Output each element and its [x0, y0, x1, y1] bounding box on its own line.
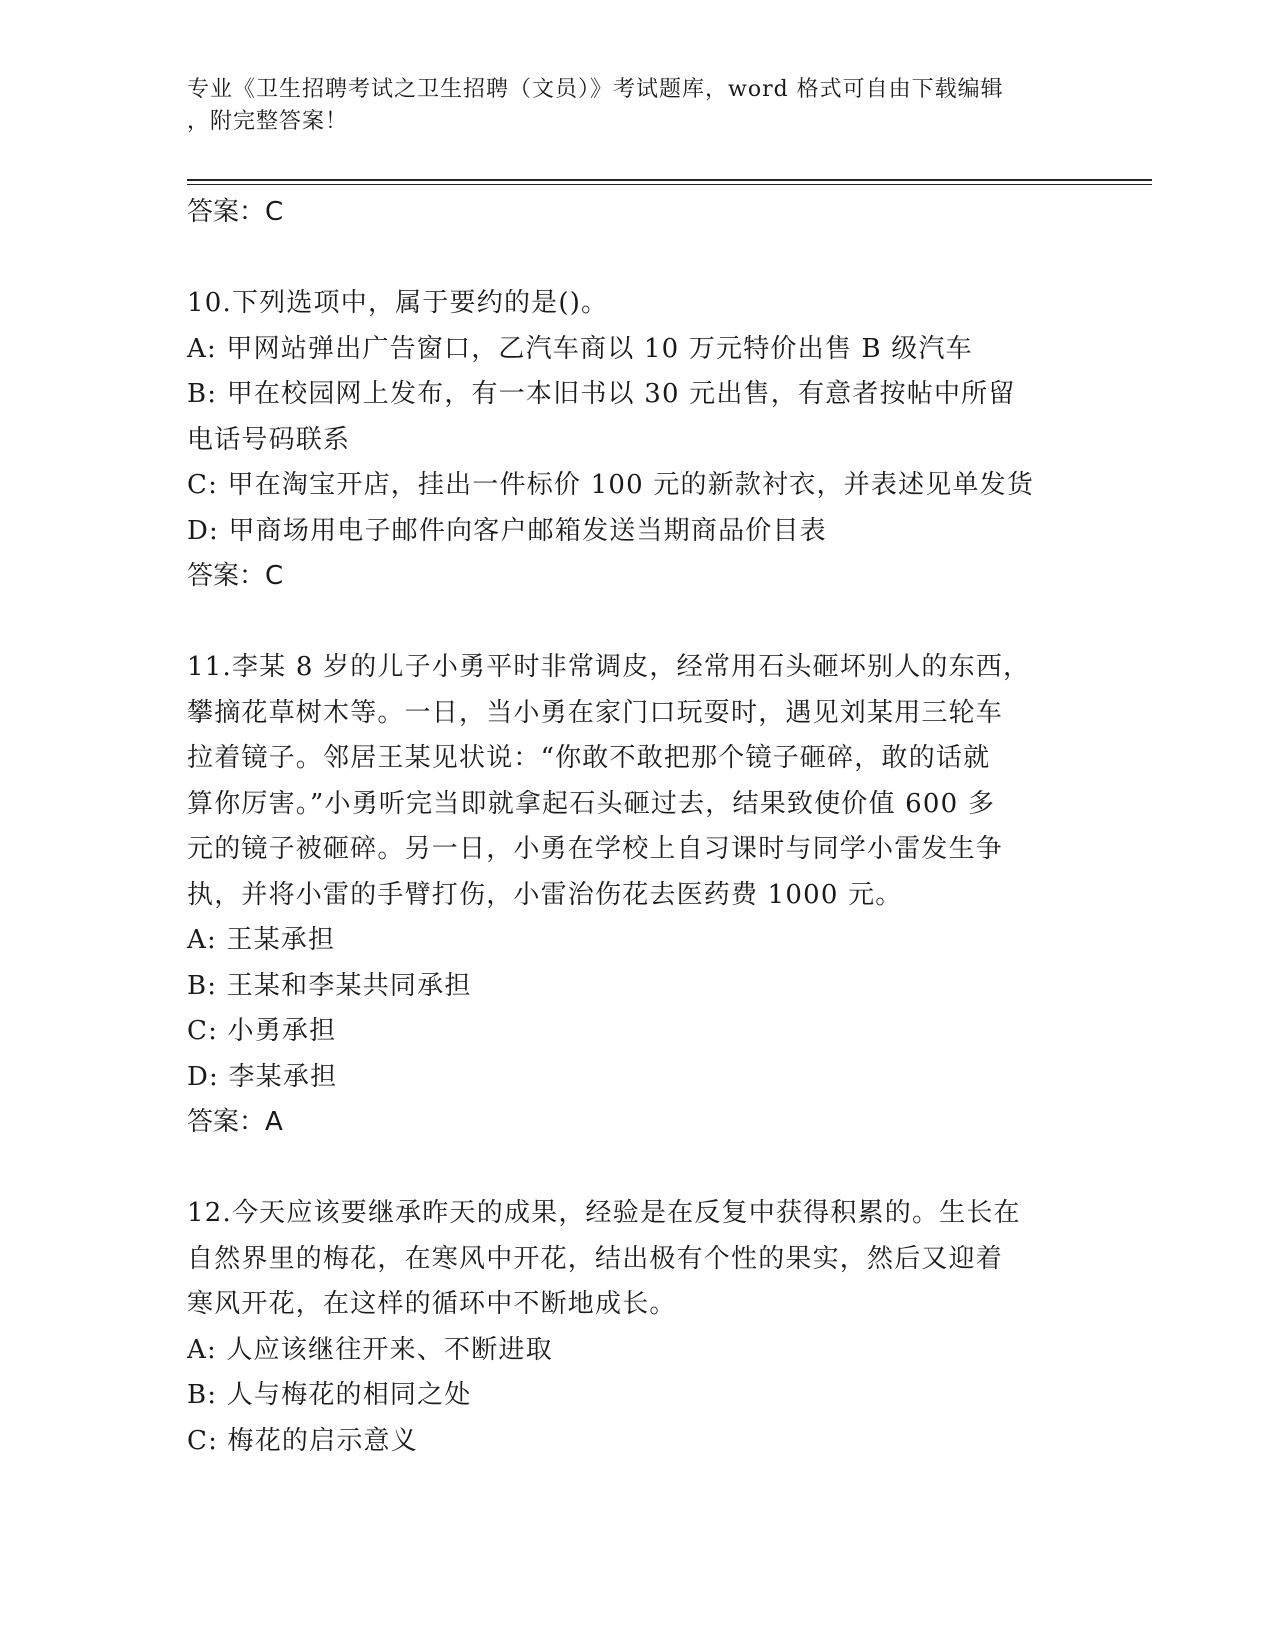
content	[187, 190, 1087, 1464]
option-c: C: 小勇承担	[187, 1016, 337, 1046]
question-stem: 10.下列选项中，属于要约的是()。	[187, 288, 609, 318]
option-a: A: 甲网站弹出广告窗口，乙汽车商以 10 万元特价出售 B 级汽车	[187, 333, 973, 364]
question-stem: 11.李某 8 岁的儿子小勇平时非常调皮，经常用石头砸坏别人的东西，	[187, 652, 1031, 682]
question-stem: 寒风开花，在这样的循环中不断地成长。	[187, 1289, 677, 1319]
question-stem: 执，并将小雷的手臂打伤，小雷治伤花去医药费 1000 元。	[187, 879, 903, 910]
header-rule-thin	[187, 184, 1152, 185]
question-12	[187, 1191, 1087, 1464]
question-stem: 12.今天应该要继承昨天的成果，经验是在反复中获得积累的。生长在	[187, 1198, 1021, 1228]
option-b: B: 王某和李某共同承担	[187, 970, 472, 1001]
question-10	[187, 281, 1087, 600]
answer: 答案：A	[187, 1107, 283, 1137]
spacer	[187, 1146, 1087, 1192]
option-a: A: 王某承担	[187, 925, 336, 955]
spacer	[187, 236, 1087, 282]
option-c: C: 甲在淘宝开店，挂出一件标价 100 元的新款衬衣，并表述见单发货	[187, 470, 1035, 500]
header-rule-thick	[187, 179, 1152, 181]
question-stem: 自然界里的梅花，在寒风中开花，结出极有个性的果实，然后又迎着	[187, 1243, 1004, 1274]
option-b: B: 人与梅花的相同之处	[187, 1380, 472, 1410]
question-stem: 拉着镜子。邻居王某见状说：“你敢不敢把那个镜子砸碎，敢的话就	[187, 743, 991, 773]
previous-answer: 答案：C	[187, 197, 284, 227]
header-line-2: ，附完整答案！	[187, 109, 349, 134]
option-b: B: 甲在校园网上发布，有一本旧书以 30 元出售，有意者按帖中所留	[187, 379, 1016, 409]
question-stem: 攀摘花草树木等。一日，当小勇在家门口玩耍时，遇见刘某用三轮车	[187, 697, 1004, 728]
question-stem: 算你厉害。”小勇听完当即就拿起石头砸过去，结果致使价值 600 多	[187, 788, 996, 819]
question-11	[187, 645, 1087, 1146]
option-d: D: 甲商场用电子邮件向客户邮箱发送当期商品价目表	[187, 515, 827, 546]
option-c: C: 梅花的启示意义	[187, 1425, 418, 1456]
answer: 答案：C	[187, 561, 284, 591]
option-a: A: 人应该继往开来、不断进取	[187, 1334, 553, 1365]
header-note	[187, 74, 1067, 138]
option-b-continued: 电话号码联系	[187, 424, 351, 455]
header-line-1: 专业《卫生招聘考试之卫生招聘（文员）》考试题库，word 格式可自由下载编辑	[187, 77, 1004, 102]
question-stem: 元的镜子被砸碎。另一日，小勇在学校上自习课时与同学小雷发生争	[187, 834, 1004, 864]
spacer	[187, 600, 1087, 646]
option-d: D: 李某承担	[187, 1061, 338, 1092]
